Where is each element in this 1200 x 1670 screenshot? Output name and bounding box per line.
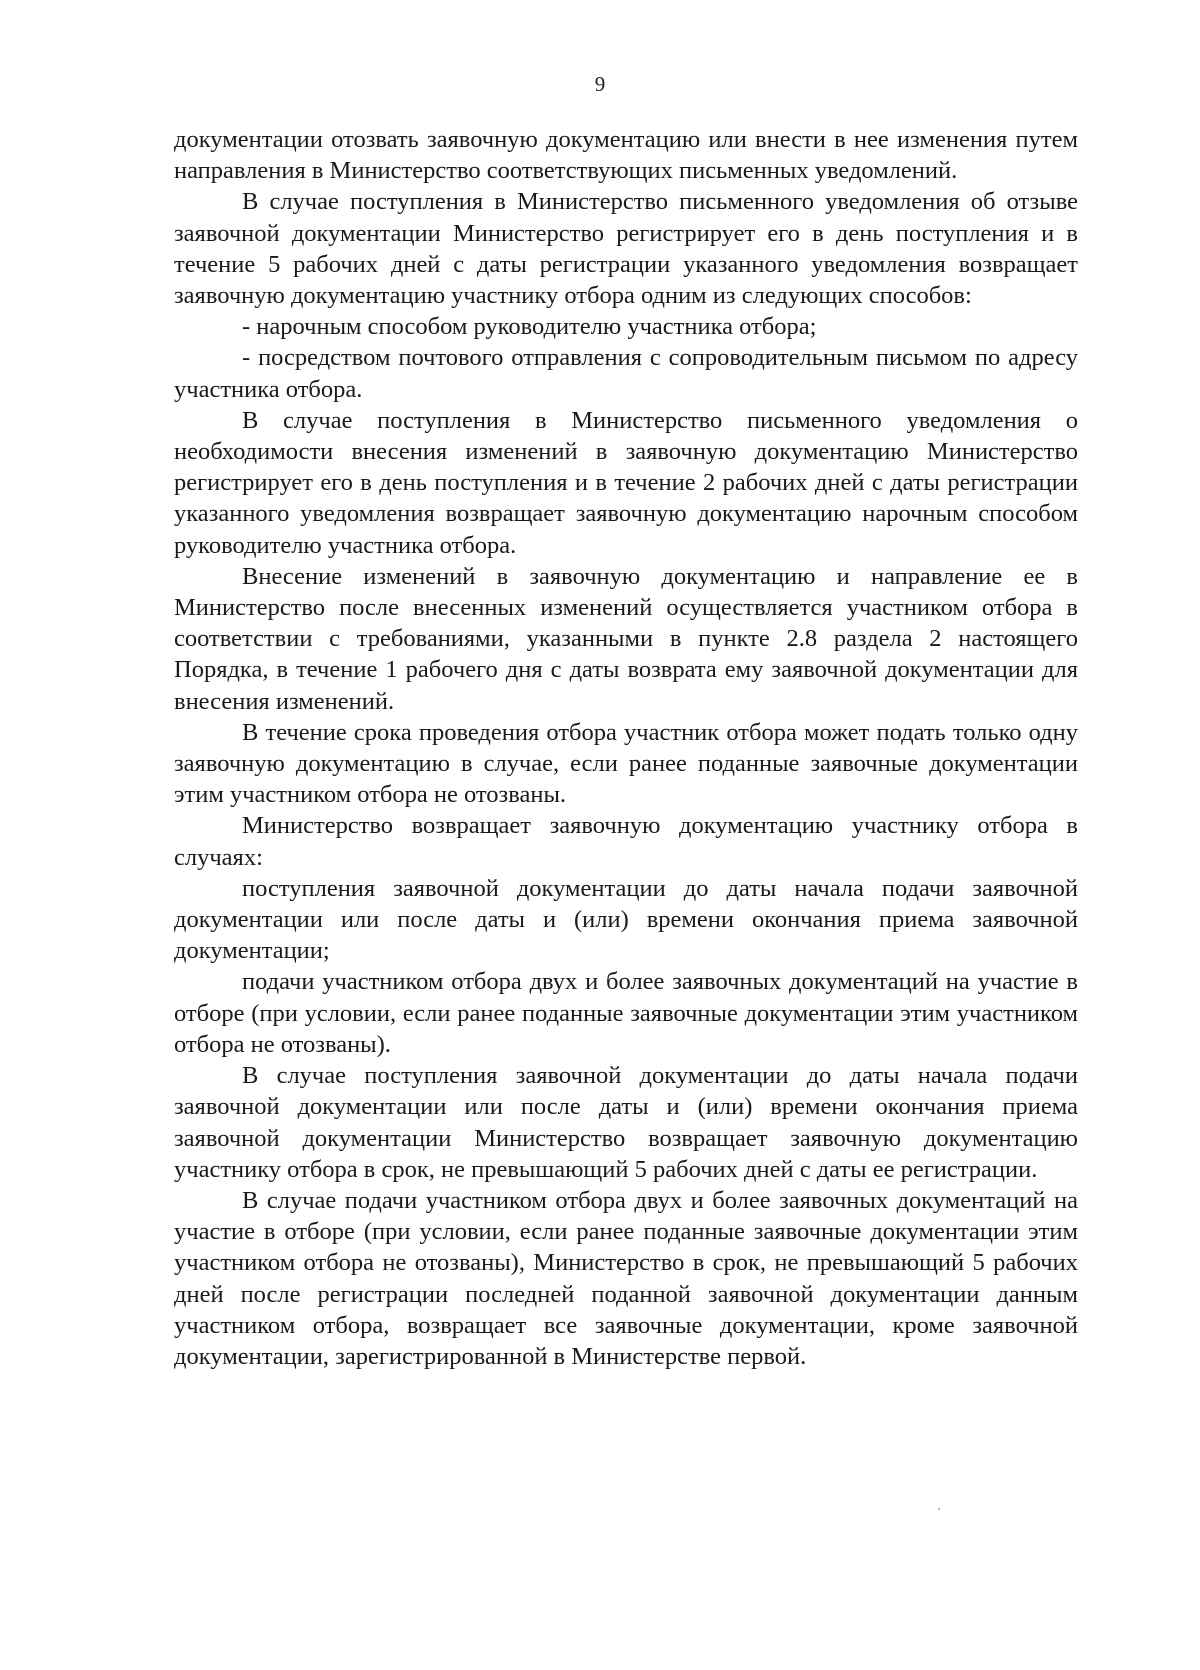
- paragraph-changes-notice: В случае поступления в Министерство письменного уведомления о необходимости внесения изменений в заявочную документацию Министерство регистрирует его в день поступления и в течение 2 рабочих дней с даты регистрации указанного уведомления возвращает заявочную документацию нарочным способом руководителю участника отбора.: [174, 406, 1078, 559]
- scan-speck: [938, 1508, 940, 1510]
- list-item-timing-case: поступления заявочной документации до даты начала подачи заявочной документации или после даты и (или) времени окончания приема заявочной документации;: [174, 874, 1078, 965]
- paragraph-continuation: документации отозвать заявочную документацию или внести в нее изменения путем направления в Министерство соответствующих письменных уведомлений.: [174, 126, 1078, 185]
- paragraph-return-cases: Министерство возвращает заявочную документацию участнику отбора в случаях:: [174, 812, 1078, 871]
- page-number: 9: [594, 72, 606, 96]
- list-item-duplicate-case: подачи участником отбора двух и более заявочных документаций на участие в отборе (при условии, если ранее поданные заявочные документации этим участником отбора не отозваны).: [174, 968, 1078, 1058]
- list-item-courier-return: - нарочным способом руководителю участника отбора;: [242, 313, 817, 341]
- paragraph-changes-procedure: Внесение изменений в заявочную документацию и направление ее в Министерство после внесенных изменений осуществляется участником отбора в соответствии с требованиями, указанными в пункте 2.8 раздела 2 настоящего Порядка, в течение 1 рабочего дня с даты возврата ему заявочной документации для внесения изменений.: [174, 562, 1078, 715]
- list-item-postal-return: - посредством почтового отправления с сопроводительным письмом по адресу участника отбора.: [174, 344, 1078, 403]
- paragraph-duplicate-return: В случае подачи участником отбора двух и более заявочных документаций на участие в отборе (при условии, если ранее поданные заявочные документации этим участником отбора не отозваны), Министерство в срок, не превышающий 5 рабочих дней после регистрации последней поданной заявочной документации данным участником отбора, возвращает все заявочные документации, кроме заявочной документации, зарегистрированной в Министерстве первой.: [174, 1186, 1078, 1370]
- paragraph-timing-return: В случае поступления заявочной документации до даты начала подачи заявочной документации или после даты и (или) времени окончания приема заявочной документации Министерство возвращает заявочную документацию участнику отбора в срок, не превышающий 5 рабочих дней с даты ее регистрации.: [174, 1062, 1078, 1183]
- paragraph-single-application: В течение срока проведения отбора участник отбора может подать только одну заявочную документацию в случае, если ранее поданные заявочные документации этим участником отбора не отозваны.: [174, 718, 1078, 809]
- paragraph-withdrawal-notice: В случае поступления в Министерство письменного уведомления об отзыве заявочной документации Министерство регистрирует его в день поступления и в течение 5 рабочих дней с даты регистрации указанного уведомления возвращает заявочную документацию участнику отбора одним из следующих способов:: [174, 188, 1078, 310]
- document-body: [174, 124, 1078, 1372]
